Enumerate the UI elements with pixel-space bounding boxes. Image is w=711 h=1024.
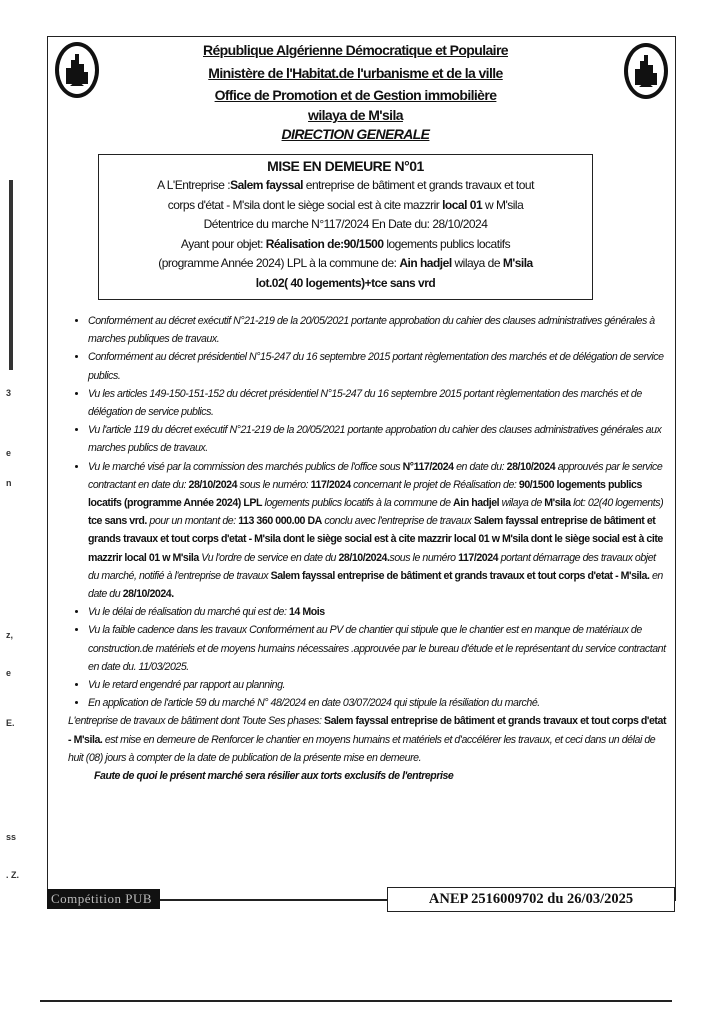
publisher-label: Compétition PUB	[47, 889, 160, 909]
consideration-segment: 28/10/2024.	[122, 588, 174, 601]
margin-mark: ss	[6, 832, 17, 842]
header-wilaya	[0, 107, 711, 123]
consideration-item	[88, 348, 668, 384]
consideration-segment: 113 360 000.00 DA	[238, 515, 322, 528]
notice-line	[99, 215, 592, 235]
page-rule	[40, 1000, 672, 1002]
consideration-segment: Conformément au décret présidentiel N°15-247 du 16 septembre 2015 portant règlementation des marchés et de délégation de service publics.	[88, 351, 664, 382]
notice-segment: A L'Entreprise :	[157, 178, 231, 192]
notice-segment: w M'sila	[482, 197, 524, 212]
consideration-segment: Vu le retard engendré par rapport au planning.	[88, 679, 286, 692]
consideration-item	[88, 694, 668, 712]
final-line: Faute de quoi le présent marché sera résilier aux torts exclusifs de l'entreprise	[94, 770, 454, 783]
consideration-item	[88, 603, 668, 621]
consideration-segment: lot: 02(40 logements)	[570, 497, 664, 510]
notice-line	[99, 196, 592, 216]
notice-title: MISE EN DEMEURE N°01	[267, 158, 424, 174]
consideration-segment: Vu l'ordre de service en date du	[198, 551, 339, 564]
consideration-segment: pour un montant de:	[146, 515, 239, 528]
consideration-segment: logements publics locatifs à la commune de	[262, 497, 454, 510]
consideration-segment: concernant le projet de Réalisation de:	[350, 478, 519, 491]
consideration-segment: sous le numéro:	[237, 478, 311, 491]
consideration-segment: approuvés par le service contractant en date du:	[88, 460, 663, 491]
consideration-segment: En application de l'article 59 du marché N° 48/2024 en date 03/07/2024 qui stipule la résiliation du marché.	[88, 697, 540, 710]
consideration-segment: 14 Mois	[288, 606, 325, 619]
notice-segment: Ayant pour objet:	[180, 236, 266, 251]
notice-box	[98, 154, 593, 300]
consideration-item	[88, 621, 668, 676]
consideration-segment: Vu l'article 119 du décret exécutif N°21-219 de la 20/05/2021 portante approbation du cahier des clauses administratives générales aux marches publics de travaux.	[88, 424, 662, 455]
document-body	[60, 312, 668, 785]
notice-line	[99, 176, 592, 196]
consideration-segment: N°117/2024	[402, 460, 454, 473]
consideration-item	[88, 312, 668, 348]
anep-reference: ANEP 2516009702 du 26/03/2025	[387, 887, 675, 912]
notice-segment: Ain hadjel	[399, 256, 452, 270]
closing-paragraph	[60, 712, 668, 767]
consideration-segment: Conformément au décret exécutif N°21-219 de la 20/05/2021 portante approbation du cahier des clauses administratives générales à marches publiques de travaux.	[88, 315, 655, 346]
consideration-segment: 117/2024	[310, 478, 351, 491]
notice-segment: lot.02( 40 logements)+tce sans vrd	[255, 275, 436, 290]
consideration-item	[88, 676, 668, 694]
header-republic	[0, 42, 711, 58]
margin-mark: e	[6, 668, 12, 678]
consideration-segment: en date du:	[453, 460, 507, 473]
consideration-segment: Salem fayssal entreprise de bâtiment et grands travaux et tout corps d'etat - M'sila.	[270, 569, 650, 582]
consideration-segment: tce sans vrd.	[88, 515, 147, 528]
frame-bottom-border	[160, 899, 388, 901]
margin-mark: n	[6, 478, 12, 488]
notice-line	[99, 235, 592, 255]
consideration-segment: 28/10/2024	[506, 460, 556, 473]
header-ministry	[0, 65, 711, 81]
notice-line	[99, 254, 592, 274]
notice-line	[99, 274, 592, 294]
scan-artifact	[9, 180, 13, 370]
consideration-segment: 90/1500 logements publics locatifs (programme Année 2024) LPL	[88, 478, 642, 510]
consideration-segment: M'sila	[544, 497, 571, 510]
header-direction	[0, 126, 711, 142]
notice-segment: Salem fayssal	[230, 178, 303, 192]
notice-segment: wilaya de	[451, 256, 503, 270]
consideration-segment: Vu les articles 149-150-151-152 du décret présidentiel N°15-247 du 16 septembre 2015 portant règlementation des marchés et de délégation de service publics.	[88, 387, 642, 419]
margin-mark: E.	[6, 718, 15, 728]
margin-mark: z,	[6, 630, 14, 640]
notice-segment: Détentrice du marche N°117/2024 En Date du: 28/10/2024	[203, 217, 488, 231]
consideration-segment: en date du	[88, 569, 663, 601]
header-line: Ministère de l'Habitat.de l'urbanisme et de la ville	[208, 65, 503, 81]
margin-mark: 3	[6, 388, 12, 398]
consideration-segment: Ain hadjel	[453, 497, 500, 510]
margin-mark: e	[6, 448, 12, 458]
consideration-item	[88, 421, 668, 457]
consideration-item	[88, 385, 668, 421]
header-line: DIRECTION GENERALE	[281, 126, 430, 142]
consideration-segment: 117/2024	[458, 551, 499, 564]
header-line: Office de Promotion et de Gestion immobilière	[214, 87, 497, 103]
consideration-segment: conclu avec l'entreprise de travaux	[321, 515, 474, 528]
consideration-segment: Salem fayssal entreprise de bâtiment et grands travaux et tout corps d'etat - M'sila dont le siège social est à cite mazzrir local 01 w M'sila dont le siège social est à cite mazzrir local 01 w M'sila	[88, 515, 663, 564]
consideration-segment: sous le numéro	[389, 551, 459, 564]
consideration-segment: 28/10/2024	[188, 478, 238, 491]
consideration-segment: Vu le marché visé par la commission des marchés publics de l'office sous	[88, 460, 403, 473]
consideration-segment: Vu le délai de réalisation du marché qui est de:	[88, 606, 289, 619]
consideration-segment: 28/10/2024.	[338, 551, 390, 564]
consideration-segment: portant démarrage des travaux objet du marché, notifié à l'entreprise de travaux	[88, 551, 656, 582]
closing-segment: Salem fayssal entreprise de bâtiment et grands travaux et tout corps d'etat - M'sila.	[68, 715, 667, 746]
notice-segment: M'sila	[502, 256, 533, 270]
notice-segment: local 01	[442, 197, 483, 212]
notice-segment: Réalisation de:90/1500	[265, 236, 384, 251]
notice-segment: logements publics locatifs	[383, 236, 511, 251]
notice-segment: (programme Année 2024) LPL à la commune de:	[158, 256, 400, 270]
consideration-segment: Vu la faible cadence dans les travaux Conformément au PV de chantier qui stipule que le chantier est en manque de matériaux de construction.de matériels et de moyens humains nécessaires .approuvée par le bureau d'étude et le représentant du service contractant en date du. 11/03/2025.	[88, 624, 666, 673]
header-line: République Algérienne Démocratique et Populaire	[202, 42, 508, 58]
margin-mark: . Z.	[6, 870, 19, 880]
header-office	[0, 87, 711, 103]
notice-segment: corps d'état - M'sila dont le siège social est à cite mazzrir	[167, 197, 443, 212]
notice-segment: entreprise de bâtiment et grands travaux et tout	[302, 178, 534, 192]
consideration-segment: wilaya de	[499, 497, 545, 510]
consideration-item	[88, 458, 668, 604]
header-line: wilaya de M'sila	[308, 107, 403, 123]
closing-segment: est mise en demeure de Renforcer le chantier en moyens humains et matériels et d'accélérer les travaux, et ceci dans un délai de huit (08) jours à compter de la date de publication de la présente mise en demeure.	[68, 733, 656, 764]
considerations-list	[60, 312, 668, 712]
closing-segment: L'entreprise de travaux de bâtiment dont Toute Ses phases:	[68, 715, 324, 728]
